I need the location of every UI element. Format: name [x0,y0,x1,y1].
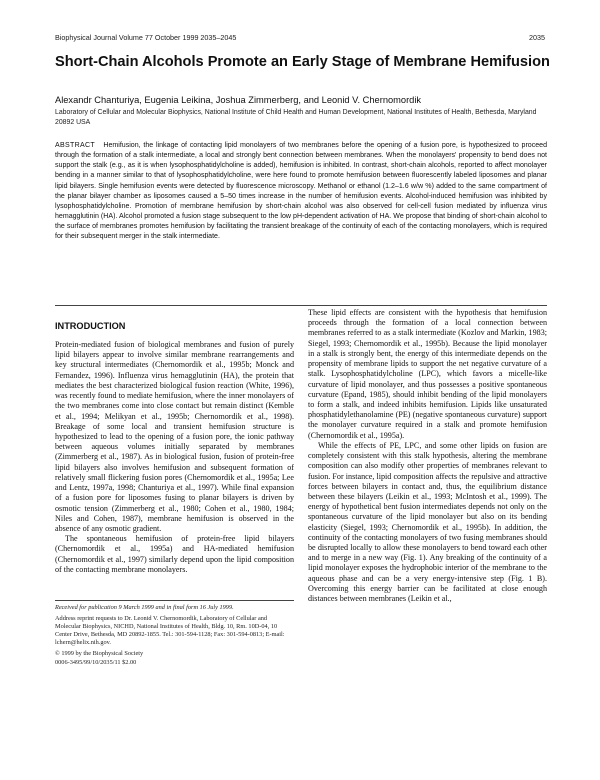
author-list: Alexandr Chanturiya, Eugenia Leikina, Joshua Zimmerberg, and Leonid V. Chernomordik [55,95,422,105]
page-number: 2035 [529,33,545,42]
footnote-divider [55,600,294,601]
abstract-divider [55,305,547,306]
section-heading: INTRODUCTION [55,321,126,331]
copyright: © 1999 by the Biophysical Society [55,650,144,658]
abstract-text: Hemifusion, the linkage of contacting lipid monolayers of two membranes before the opening of a fusion pore, is hypothesized to proceed through the formation of a stalk intermediate, a local and strongly bent connection between membranes. When the monolayers' propensity to bend does not support the stalk (e.g., as it is when lysophosphatidylcholine is added), hemifusion is inhibited. In contrast, short-chain alcohols, reported to affect monolayer bending in a manner similar to that of lysophosphatidylcholine, were here found to promote hemifusion between fluorescently labeled liposomes and planar lipid bilayers. Single hemifusion events were detected by fluorescence microscopy. Methanol or ethanol (1.2–1.6 w/w %) added to the same compartment of the planar bilayer chamber as liposomes caused a 5–50 times increase in the number of hemifusion events. Alcohol-induced hemifusion was inhibited by lysophosphatidylcholine. Promotion of membrane hemifusion by short-chain alcohol was also observed for cell-cell fusion mediated by influenza virus hemagglutinin (HA). Alcohol promoted a fusion stage subsequent to the low pH-dependent activation of HA. We propose that binding of short-chain alcohol to the surface of membranes promotes hemifusion by facilitating the transient breakage of the continuity of each of the contacting monolayers, which is required for their subsequent merger in the stalk intermediate. [55,142,547,241]
text-column-left [55,340,294,590]
paragraph: The spontaneous hemifusion of protein-free lipid bilayers (Chernomordik et al., 1995a) and HA-mediated hemifusion (Chernomordik et al., 1997) similarly depend upon the lipid composition of the contacting membrane monolayers. [55,534,294,574]
abstract [55,141,547,243]
text-column-right [308,308,547,778]
journal-citation: Biophysical Journal Volume 77 October 1999 2035–2045 [55,33,237,42]
reprint-address: Address reprint requests to Dr. Leonid V. Chernomordik, Laboratory of Cellular and Molecular Biophysics, NICHD, National Institutes of Health, Bldg. 10, Rm. 10D-04, 10 Center Drive, Bethesda, MD 20892-1855. Tel.: 301-594-1128; Fax: 301-594-0813; E-mail: lchern@helix.nih.gov. [55,615,285,647]
received-date: Received for publication 9 March 1999 and in final form 16 July 1999. [55,604,234,611]
footnote [55,604,294,667]
running-header [55,33,545,43]
affiliation: Laboratory of Cellular and Molecular Biophysics, National Institute of Child Health and Human Development, National Institutes of Health, Bethesda, Maryland 20892 USA [55,109,537,126]
article-title: Short-Chain Alcohols Promote an Early Stage of Membrane Hemifusion [55,54,550,70]
article-code: 0006-3495/99/10/2035/11 $2.00 [55,658,137,666]
abstract-label: ABSTRACT [55,142,95,149]
paragraph: These lipid effects are consistent with the hypothesis that hemifusion proceeds through the formation of a local connection between membranes referred to as a stalk intermediate (Kozlov and Markin, 1983; Siegel, 1993; Chernomordik et al., 1995b). Because the lipid monolayer in a stalk is strongly bent, the energy of this intermediate depends on the propensity of membrane lipids to support the net negative curvature of a stalk. Lysophosphatidylcholine (LPC), which favors a micelle-like curvature of lipid monolayer, and thus possesses a positive spontaneous curvature (Epand, 1985), should inhibit bending of the lipid monolayers to form a stalk, and indeed inhibits hemifusion. Lipids like unsaturated phosphatidylethanolamine (PE) (negative spontaneous curvature) support the monolayer curvature required in a stalk and promote hemifusion (Chernomordik et al., 1995a). [308,308,547,440]
paragraph: While the effects of PE, LPC, and some other lipids on fusion are completely consistent with this stalk hypothesis, altering the membrane composition can also modify other properties of membranes relevant to fusion. For instance, lipid composition affects the repulsive and attractive forces between bilayers in contact and, thus, the equilibrium distance between these bilayers (Leikin et al., 1993; McIntosh et al., 1999). The energy of hypothetical bent fusion intermediates depends not only on the spontaneous curvature of the lipid monolayer but also on its bending elasticity (Siegel, 1993; Chernomordik et al., 1995b). In addition, the continuity of the contacting monolayers of two fusing membranes should be disrupted locally to allow these monolayers to bend toward each other and to merge in a new way (Fig. 1). Any breaking of the continuity of a lipid monolayer exposes the hydrophobic interior of the membrane to the aqueous phase and can be a very energy-intensive step (Fig. 1 B). Overcoming this energy barrier can be facilitated at close enough distances between membranes (Leikin et al., [308,440,547,604]
paragraph: Protein-mediated fusion of biological membranes and fusion of purely lipid bilayers appear to involve similar membrane rearrangements and key structural intermediates (Chernomordik et al., 1995b; Monck and Fernandez, 1996). Influenza virus hemagglutinin (HA), the protein that mediates the best characterized biological fusion reaction (White, 1996), was recently found to mediate hemifusion, where the inner monolayers of the two membranes come into close contact but remain distinct (Kemble et al., 1994; Melikyan et al., 1995b; Chernomordik et al., 1998). Breakage of some local and transient hemifusion structure is hypothesized to lead to the opening of a fusion pore, the ionic pathway between aqueous volumes initially separated by membranes (Zimmerberg et al., 1987). As in biological fusion, fusion of protein-free lipid bilayers also involves hemifusion and subsequent formation of relatively small flickering fusion pores (Chernomordik et al., 1995a; Lee and Lentz, 1997a, 1998; Chanturiya et al., 1997). While final expansion of a fusion pore for liposomes fusing to planar bilayers is driven by osmotic tension (Zimmerberg et al., 1980; Cohen et al., 1980, 1984; Niles and Cohen, 1987), membrane hemifusion is observed in the absence of any osmotic gradient. [55,340,294,533]
